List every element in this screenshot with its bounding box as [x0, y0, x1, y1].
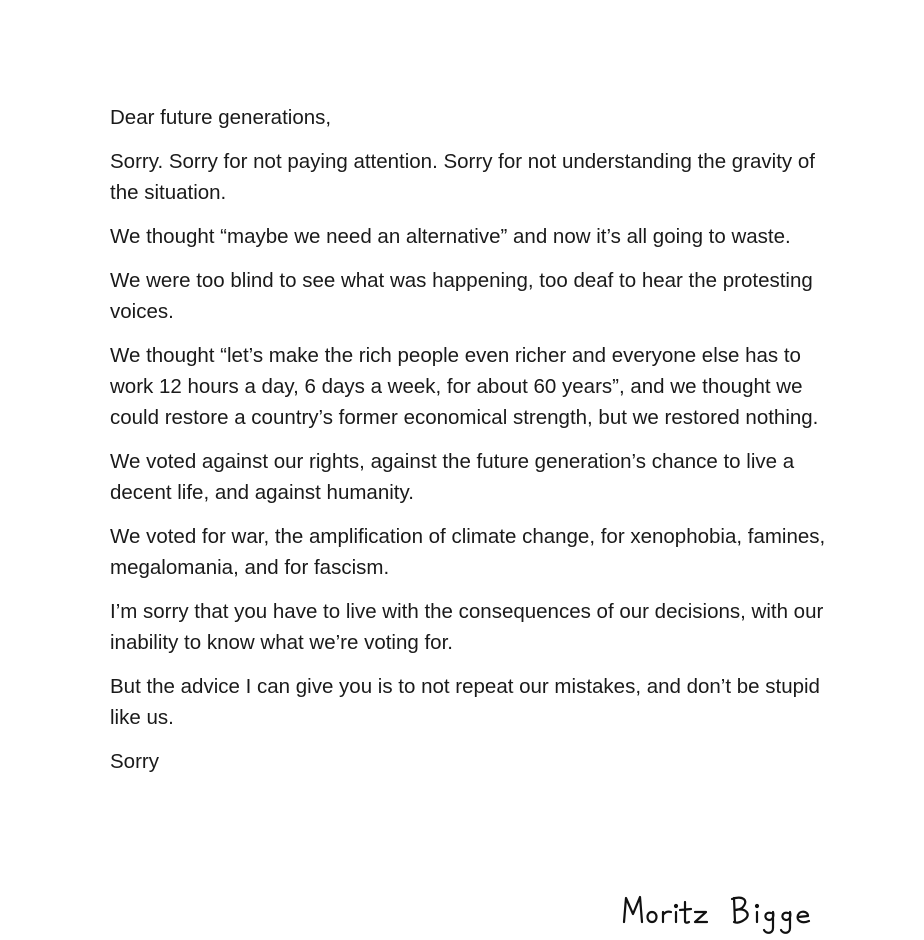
letter-closing: Sorry: [110, 750, 159, 773]
letter-paragraph: We voted for war, the amplification of climate change, for xenophobia, famines, megalomania, and for fascism.: [110, 525, 826, 579]
letter-paragraph: But the advice I can give you is to not repeat our mistakes, and don’t be stupid like us.: [110, 675, 820, 729]
letter-paragraph: We voted against our rights, against the future generation’s chance to live a decent life, and against humanity.: [110, 450, 795, 504]
handwritten-signature: [618, 888, 838, 936]
letter-paragraph: We were too blind to see what was happening, too deaf to hear the protesting voices.: [110, 269, 813, 323]
letter-paragraph: We thought “maybe we need an alternative” and now it’s all going to waste.: [110, 225, 791, 248]
letter-paragraph: We thought “let’s make the rich people even richer and everyone else has to work 12 hours a day, 6 days a week, for about 60 years”, and we thought we could restore a country’s former economical strength, but we restored nothing.: [110, 344, 819, 429]
signature-drawing: [618, 888, 838, 936]
letter-body: [110, 102, 840, 790]
letter-paragraph: Sorry. Sorry for not paying attention. Sorry for not understanding the gravity of the situation.: [110, 150, 815, 204]
letter-greeting: Dear future generations,: [110, 106, 332, 129]
letter-paragraph: I’m sorry that you have to live with the consequences of our decisions, with our inability to know what we’re voting for.: [110, 600, 824, 654]
